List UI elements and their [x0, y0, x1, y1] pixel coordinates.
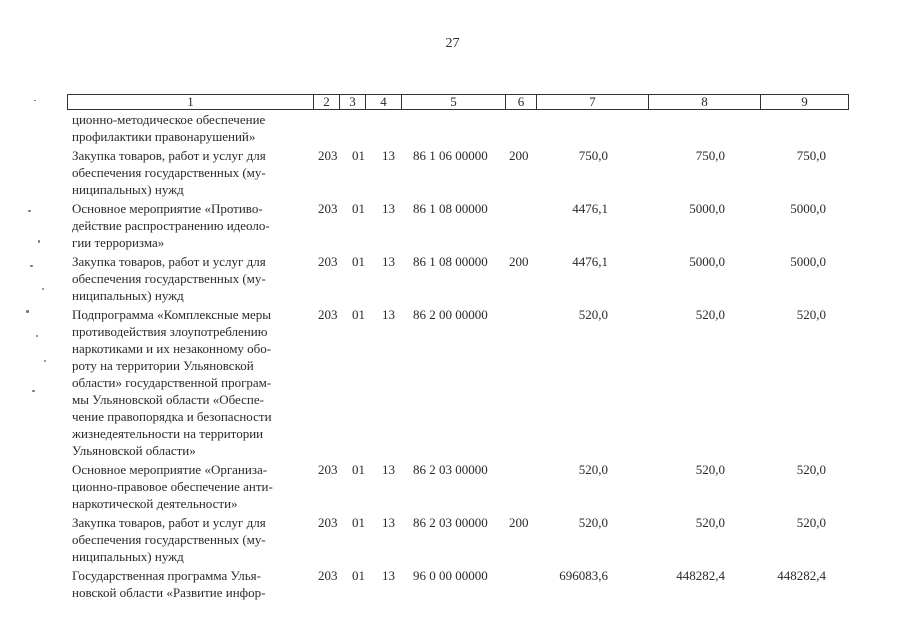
cell-subsection: 13: [382, 515, 395, 530]
cell-amount-col9: 520,0: [796, 462, 826, 477]
header-col-7: 7: [536, 95, 648, 109]
cell-section: 01: [352, 254, 365, 269]
page-number: 27: [445, 36, 460, 51]
cell-subsection: 13: [382, 307, 395, 322]
table-row: [0, 200, 905, 251]
cell-amount-col8: 520,0: [695, 307, 725, 322]
cell-amount-col7: 520,0: [578, 462, 608, 477]
row-description: Закупка товаров, работ и услуг для обеспечения государственных (му- ниципальных) нужд: [72, 148, 266, 197]
cell-amount-col8: 5000,0: [689, 201, 725, 216]
cell-subsection: 13: [382, 148, 395, 163]
cell-expense-type: 200: [509, 148, 529, 163]
cell-section: 01: [352, 201, 365, 216]
cell-section: 01: [352, 568, 365, 583]
cell-ministry-code: 203: [318, 568, 338, 583]
cell-target-article: 86 2 03 00000: [413, 462, 488, 477]
table-row: [0, 147, 905, 198]
row-description: Государственная программа Улья- новской области «Развитие инфор-: [72, 568, 266, 600]
scan-speck: [42, 288, 44, 290]
cell-ministry-code: 203: [318, 254, 338, 269]
header-col-2: 2: [313, 95, 339, 109]
row-description: Подпрограмма «Комплексные меры противодействия злоупотреблению наркотиками и их незаконному обо- роту на территории Ульяновской области» государственной програм- мы Ульяновской области «Обеспе- чение правопорядка и безопасности жизнедеятельности на территории Ульяновской области»: [72, 307, 272, 458]
scan-speck: [36, 335, 38, 337]
row-description: Закупка товаров, работ и услуг для обеспечения государственных (му- ниципальных) нужд: [72, 254, 266, 303]
cell-target-article: 86 2 00 00000: [413, 307, 488, 322]
scan-speck: [26, 310, 29, 313]
cell-section: 01: [352, 307, 365, 322]
cell-amount-col7: 520,0: [578, 515, 608, 530]
cell-amount-col8: 5000,0: [689, 254, 725, 269]
cell-target-article: 86 2 03 00000: [413, 515, 488, 530]
header-col-3: 3: [339, 95, 365, 109]
cell-amount-col9: 750,0: [796, 148, 826, 163]
row-description: Закупка товаров, работ и услуг для обеспечения государственных (му- ниципальных) нужд: [72, 515, 266, 564]
cell-amount-col8: 520,0: [695, 515, 725, 530]
cell-amount-col7: 696083,6: [559, 568, 608, 583]
header-col-1: 1: [187, 94, 194, 109]
cell-amount-col9: 520,0: [796, 307, 826, 322]
cell-subsection: 13: [382, 254, 395, 269]
cell-target-article: 86 1 06 00000: [413, 148, 488, 163]
scan-speck: [34, 100, 36, 101]
cell-amount-col7: 4476,1: [572, 201, 608, 216]
cell-amount-col7: 520,0: [578, 307, 608, 322]
row-description: Основное мероприятие «Организа- ционно-правовое обеспечение анти- наркотической деятельности»: [72, 462, 273, 511]
scan-speck: [30, 265, 33, 267]
cell-amount-col9: 5000,0: [790, 254, 826, 269]
cell-subsection: 13: [382, 568, 395, 583]
cell-ministry-code: 203: [318, 201, 338, 216]
cell-amount-col8: 520,0: [695, 462, 725, 477]
row-description: Основное мероприятие «Противо- действие распространению идеоло- гии терроризма»: [72, 201, 270, 250]
row-description: ционно-методическое обеспечение профилактики правонарушений»: [72, 112, 266, 144]
cell-ministry-code: 203: [318, 462, 338, 477]
cell-subsection: 13: [382, 462, 395, 477]
cell-amount-col8: 448282,4: [676, 568, 725, 583]
scan-speck: [38, 240, 40, 243]
cell-target-article: 96 0 00 00000: [413, 568, 488, 583]
table-row: [0, 253, 905, 304]
cell-amount-col7: 750,0: [578, 148, 608, 163]
table-body: [0, 111, 905, 601]
cell-expense-type: 200: [509, 515, 529, 530]
cell-target-article: 86 1 08 00000: [413, 201, 488, 216]
table-header-row: [67, 94, 849, 110]
header-col-4: 4: [365, 95, 401, 109]
cell-subsection: 13: [382, 201, 395, 216]
cell-ministry-code: 203: [318, 307, 338, 322]
scan-speck: [32, 390, 35, 392]
table-row: [0, 567, 905, 601]
table-row: [0, 461, 905, 512]
cell-amount-col9: 448282,4: [777, 568, 826, 583]
table-row: [0, 514, 905, 565]
cell-amount-col7: 4476,1: [572, 254, 608, 269]
cell-amount-col9: 5000,0: [790, 201, 826, 216]
cell-expense-type: 200: [509, 254, 529, 269]
cell-target-article: 86 1 08 00000: [413, 254, 488, 269]
header-col-5: 5: [401, 95, 505, 109]
scan-speck: [28, 210, 31, 212]
cell-section: 01: [352, 148, 365, 163]
cell-amount-col8: 750,0: [695, 148, 725, 163]
scan-speck: [44, 360, 46, 362]
table-row: [0, 306, 905, 459]
scan-margin-noise: [0, 60, 60, 460]
cell-section: 01: [352, 462, 365, 477]
cell-ministry-code: 203: [318, 515, 338, 530]
cell-ministry-code: 203: [318, 148, 338, 163]
header-col-9: 9: [760, 95, 848, 109]
header-col-6: 6: [505, 95, 536, 109]
cell-section: 01: [352, 515, 365, 530]
header-col-8: 8: [648, 95, 760, 109]
table-row: [0, 111, 905, 145]
cell-amount-col9: 520,0: [796, 515, 826, 530]
